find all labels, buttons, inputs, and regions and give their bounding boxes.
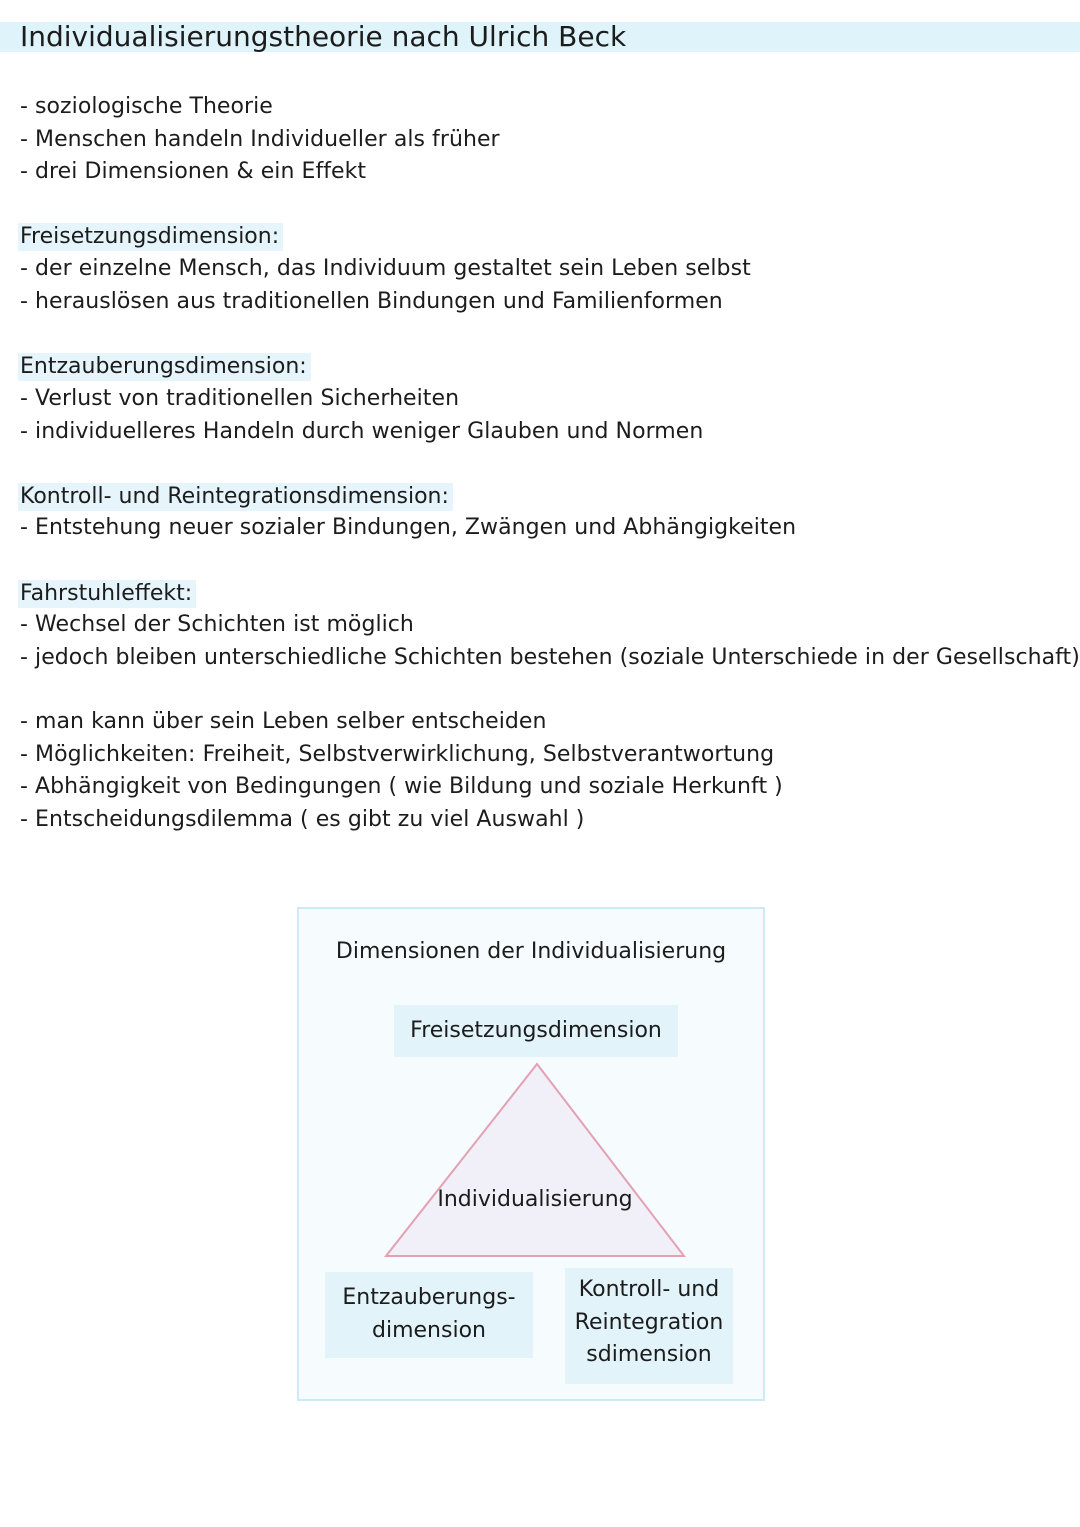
triangle-polygon: [386, 1064, 684, 1256]
list-item: - Abhängigkeit von Bedingungen ( wie Bildung und soziale Herkunft ): [20, 774, 783, 799]
diagram-box-label: Entzauberungs-: [342, 1285, 516, 1310]
section-list-fahrstuhl: [20, 609, 1080, 674]
list-item: - herauslösen aus traditionellen Bindungen und Familienformen: [20, 288, 723, 314]
triangle-shape: [384, 1061, 686, 1259]
section-heading-kontroll: Kontroll- und Reintegrationsdimension:: [18, 483, 453, 511]
list-item: - Wechsel der Schichten ist möglich: [20, 612, 414, 637]
list-item: - Möglichkeiten: Freiheit, Selbstverwirklichung, Selbstverantwortung: [20, 741, 775, 767]
section-heading-fahrstuhl: Fahrstuhleffekt:: [18, 580, 196, 608]
diagram-box-label: Kontroll- und: [578, 1277, 720, 1302]
section-heading-entzauberung: Entzauberungsdimension:: [18, 353, 311, 381]
diagram-box-label: Freisetzungsdimension: [410, 1018, 662, 1043]
list-item: - man kann über sein Leben selber entscheiden: [20, 709, 547, 734]
section-list-kontroll: [20, 512, 796, 545]
list-item: - Menschen handeln Individueller als früher: [20, 126, 500, 152]
diagram-box-entzauberung: [325, 1272, 533, 1358]
page-title: Individualisierungstheorie nach Ulrich Beck: [20, 20, 627, 53]
diagram-box-label: dimension: [372, 1317, 486, 1343]
list-item: - der einzelne Mensch, das Individuum gestaltet sein Leben selbst: [20, 256, 751, 281]
list-item: - Entstehung neuer sozialer Bindungen, Zwängen und Abhängigkeiten: [20, 515, 797, 540]
section-heading-freisetzung: Freisetzungsdimension:: [18, 223, 283, 251]
list-item: - Entscheidungsdilemma ( es gibt zu viel Auswahl ): [20, 806, 585, 832]
section-list-entzauberung: [20, 383, 703, 448]
list-item: - Verlust von traditionellen Sicherheiten: [20, 386, 460, 411]
diagram-box-freisetzung: [394, 1005, 678, 1057]
dimensions-diagram: [297, 907, 765, 1401]
summary-list: [20, 706, 783, 836]
diagram-center-label: Individualisierung: [437, 1187, 633, 1212]
list-item: - individuelleres Handeln durch weniger Glauben und Normen: [20, 418, 704, 444]
diagram-box-label: Reintegration: [574, 1309, 724, 1335]
section-list-freisetzung: [20, 253, 751, 318]
intro-list: [20, 91, 500, 189]
diagram-title: Dimensionen der Individualisierung: [335, 939, 727, 964]
list-item: - soziologische Theorie: [20, 94, 273, 119]
list-item: - jedoch bleiben unterschiedliche Schichten bestehen (soziale Unterschiede in der Gesellschaft): [20, 644, 1080, 670]
diagram-box-kontroll: [565, 1268, 733, 1384]
list-item: - drei Dimensionen & ein Effekt: [20, 159, 367, 184]
diagram-box-label: sdimension: [586, 1342, 712, 1367]
